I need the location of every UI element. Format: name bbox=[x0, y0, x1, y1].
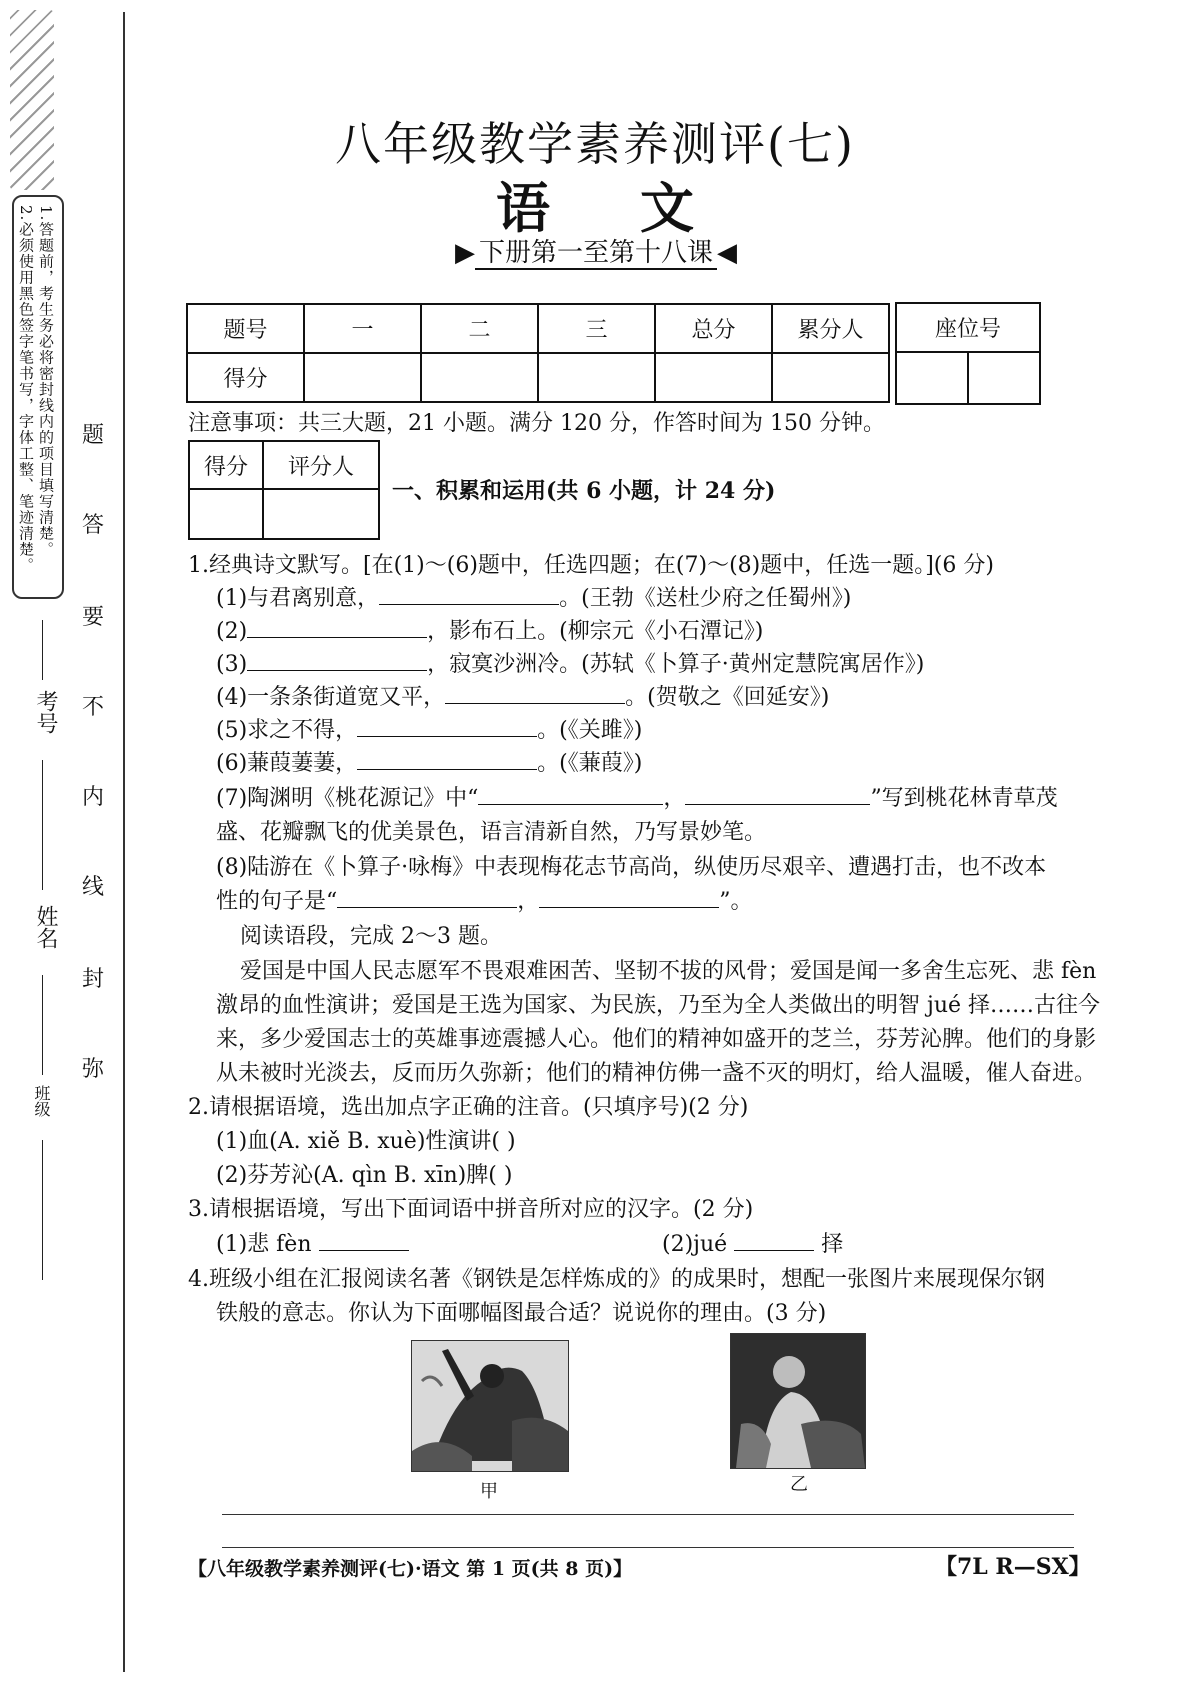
grader-cell[interactable] bbox=[263, 489, 379, 539]
q1-item-text: (2) bbox=[216, 619, 248, 644]
answer-line[interactable] bbox=[222, 1514, 1074, 1515]
subject-title: 语文 bbox=[496, 176, 784, 240]
q1-item bbox=[216, 614, 763, 645]
right-triangle-icon: ◀ bbox=[717, 238, 738, 268]
score-cell[interactable] bbox=[421, 353, 538, 402]
q1-item-text: ，影布石上。(柳宗元《小石潭记》) bbox=[427, 619, 764, 644]
reading-line: 来，多少爱国志士的英雄事迹震撼人心。他们的精神如盛开的芝兰，芬芳沁脾。他们的身影 bbox=[216, 1027, 1097, 1052]
student-name-line[interactable] bbox=[42, 975, 43, 1075]
answer-blank[interactable] bbox=[357, 716, 537, 737]
q1-item-text: (4)一条条街道宽又平， bbox=[216, 685, 446, 710]
question-stem: 3.请根据语境，写出下面词语中拼音所对应的汉字。(2 分) bbox=[188, 1197, 754, 1222]
cavalry-battle-image bbox=[412, 1341, 568, 1471]
question-stem: 2.请根据语境，选出加点字正确的注音。(只填序号)(2 分) bbox=[188, 1095, 749, 1120]
answer-blank[interactable] bbox=[539, 887, 719, 908]
student-id-line[interactable] bbox=[42, 760, 43, 890]
q3-item-text: (2)jué bbox=[662, 1232, 728, 1257]
q3-item bbox=[662, 1227, 843, 1258]
q1-item-text: ， bbox=[517, 889, 540, 914]
answer-blank[interactable] bbox=[357, 749, 537, 770]
q1-item-text: ， bbox=[663, 786, 686, 811]
q1-item-text: 性的句子是“ bbox=[216, 889, 338, 914]
q1-item-text: 。(王勃《送杜少府之任蜀州》) bbox=[559, 586, 852, 611]
student-id-label: 考号 bbox=[33, 690, 58, 734]
seal-char: 线 bbox=[81, 875, 104, 900]
question-stem: 1.经典诗文默写。[在(1)～(6)题中，任选四题；在(7)～(8)题中，任选一题。](6 分) bbox=[188, 553, 994, 578]
q1-item-text: 。(《蒹葭》) bbox=[537, 751, 643, 776]
grader-score-label: 得分 bbox=[189, 441, 263, 489]
picture-caption: 甲 bbox=[480, 1481, 498, 1502]
q1-item-8-cont bbox=[216, 884, 753, 915]
q1-item bbox=[216, 680, 829, 711]
student-field-line bbox=[42, 620, 43, 680]
score-cell[interactable] bbox=[538, 353, 655, 402]
seal-char: 要 bbox=[81, 605, 104, 630]
seat-cell[interactable] bbox=[968, 352, 1040, 404]
q2-option: (1)血(A. xiě B. xuè)性演讲( ) bbox=[216, 1129, 516, 1154]
q1-item-text: (3) bbox=[216, 652, 248, 677]
answer-blank[interactable] bbox=[247, 650, 427, 671]
answer-blank[interactable] bbox=[319, 1230, 409, 1251]
page-footer: 【八年级教学素养测评(七)·语文 第 1 页(共 8 页)】 bbox=[188, 1558, 633, 1580]
q1-item-text: 。(贺敬之《回延安》) bbox=[625, 685, 830, 710]
student-name-label: 姓名 bbox=[33, 905, 58, 949]
answer-blank[interactable] bbox=[247, 617, 427, 638]
q1-item bbox=[216, 647, 924, 678]
binding-border-line bbox=[123, 12, 125, 1672]
answer-blank[interactable] bbox=[478, 784, 663, 805]
score-header-cell: 题号 bbox=[187, 304, 304, 353]
q1-item-text: ，寂寞沙洲冷。(苏轼《卜算子·黄州定慧院寓居作》) bbox=[427, 652, 925, 677]
score-cell[interactable] bbox=[655, 353, 772, 402]
grader-table bbox=[188, 440, 380, 540]
answer-line[interactable] bbox=[222, 1547, 1074, 1548]
q1-item-7-cont: 盛、花瓣飘飞的优美景色，语言清新自然，乃写景妙笔。 bbox=[216, 820, 767, 845]
q1-item-text: (7)陶渊明《桃花源记》中“ bbox=[216, 786, 479, 811]
score-header-cell: 三 bbox=[538, 304, 655, 353]
picture-yi[interactable] bbox=[730, 1333, 866, 1469]
exam-title: 八年级教学素养测评(七) bbox=[335, 117, 855, 171]
answer-blank[interactable] bbox=[734, 1230, 814, 1251]
q1-item-text: (5)求之不得， bbox=[216, 718, 358, 743]
q3-item-text: 择 bbox=[821, 1232, 844, 1257]
score-row-label: 得分 bbox=[187, 353, 304, 402]
score-cell[interactable] bbox=[772, 353, 889, 402]
q3-item-text: (1)悲 fèn bbox=[216, 1232, 312, 1257]
binding-strip bbox=[0, 0, 130, 1682]
q1-item-7 bbox=[216, 781, 1058, 812]
picture-caption: 乙 bbox=[790, 1474, 808, 1495]
q1-item-text: (6)蒹葭萋萋， bbox=[216, 751, 358, 776]
reading-intro: 阅读语段，完成 2～3 题。 bbox=[240, 924, 502, 949]
seat-cell[interactable] bbox=[896, 352, 968, 404]
q1-item-text: ”写到桃花林青草茂 bbox=[870, 786, 1058, 811]
q1-item-text: (1)与君离别意， bbox=[216, 586, 380, 611]
score-table bbox=[186, 303, 890, 403]
left-triangle-icon: ▶ bbox=[455, 238, 475, 268]
q1-item bbox=[216, 581, 851, 612]
grader-score-cell[interactable] bbox=[189, 489, 263, 539]
instruction-note-2: 2.必须使用黑色签字笔书写，字体工整、笔迹清楚。 bbox=[17, 205, 35, 574]
score-header-cell: 总分 bbox=[655, 304, 772, 353]
seal-char: 封 bbox=[81, 967, 104, 992]
picture-jia[interactable] bbox=[411, 1340, 569, 1472]
instruction-note-1: 1.答题前，考生务必将密封线内的项目填写清楚。 bbox=[37, 205, 55, 558]
score-header-cell: 二 bbox=[421, 304, 538, 353]
answer-blank[interactable] bbox=[379, 584, 559, 605]
seated-man-image bbox=[731, 1334, 865, 1468]
question-stem: 4.班级小组在汇报阅读名著《钢铁是怎样炼成的》的成果时，想配一张图片来展现保尔钢 bbox=[188, 1267, 1045, 1292]
score-cell[interactable] bbox=[304, 353, 421, 402]
q3-item bbox=[216, 1227, 409, 1258]
seat-label: 座位号 bbox=[896, 303, 1040, 352]
q1-item bbox=[216, 746, 642, 777]
q2-option: (2)芬芳沁(A. qìn B. xīn)脾( ) bbox=[216, 1163, 513, 1188]
reading-line: 激昂的血性演讲；爱国是王选为国家、为民族，乃至为全人类做出的明智 jué 择……古往今 bbox=[216, 993, 1100, 1018]
instruction-box bbox=[12, 195, 64, 599]
q1-item-text: ”。 bbox=[719, 889, 753, 914]
answer-blank[interactable] bbox=[685, 784, 870, 805]
answer-blank[interactable] bbox=[445, 683, 625, 704]
seal-char: 题 bbox=[81, 423, 104, 448]
question-stem-cont: 铁般的意志。你认为下面哪幅图最合适？说说你的理由。(3 分) bbox=[216, 1301, 827, 1326]
q1-item bbox=[216, 713, 642, 744]
seal-char: 弥 bbox=[81, 1057, 104, 1082]
class-line[interactable] bbox=[42, 1140, 43, 1280]
exam-code: 【7L R—SX】 bbox=[935, 1554, 1091, 1580]
answer-blank[interactable] bbox=[337, 887, 517, 908]
score-header-cell: 累分人 bbox=[772, 304, 889, 353]
scope-text: 下册第一至第十八课 bbox=[475, 238, 717, 270]
grader-label: 评分人 bbox=[263, 441, 379, 489]
notice-text: 注意事项：共三大题，21 小题。满分 120 分，作答时间为 150 分钟。 bbox=[188, 411, 885, 436]
section-title: 一、积累和运用(共 6 小题，计 24 分) bbox=[392, 478, 776, 504]
q1-item-8: (8)陆游在《卜算子·咏梅》中表现梅花志节高尚，纵使历尽艰辛、遭遇打击，也不改本 bbox=[216, 855, 1047, 880]
seal-char: 内 bbox=[81, 785, 104, 810]
class-label: 班级 bbox=[32, 1085, 51, 1117]
seal-char: 不 bbox=[81, 695, 104, 720]
seat-table bbox=[895, 302, 1041, 405]
seal-char: 答 bbox=[81, 513, 104, 538]
q1-item-text: 。(《关雎》) bbox=[537, 718, 643, 743]
score-header-cell: 一 bbox=[304, 304, 421, 353]
reading-line: 爱国是中国人民志愿军不畏艰难困苦、坚韧不拔的风骨；爱国是闻一多舍生忘死、悲 fèn bbox=[240, 959, 1097, 984]
scope-banner bbox=[455, 232, 737, 269]
reading-line: 从未被时光淡去，反而历久弥新；他们的精神仿佛一盏不灭的明灯，给人温暖，催人奋进。 bbox=[216, 1061, 1097, 1086]
